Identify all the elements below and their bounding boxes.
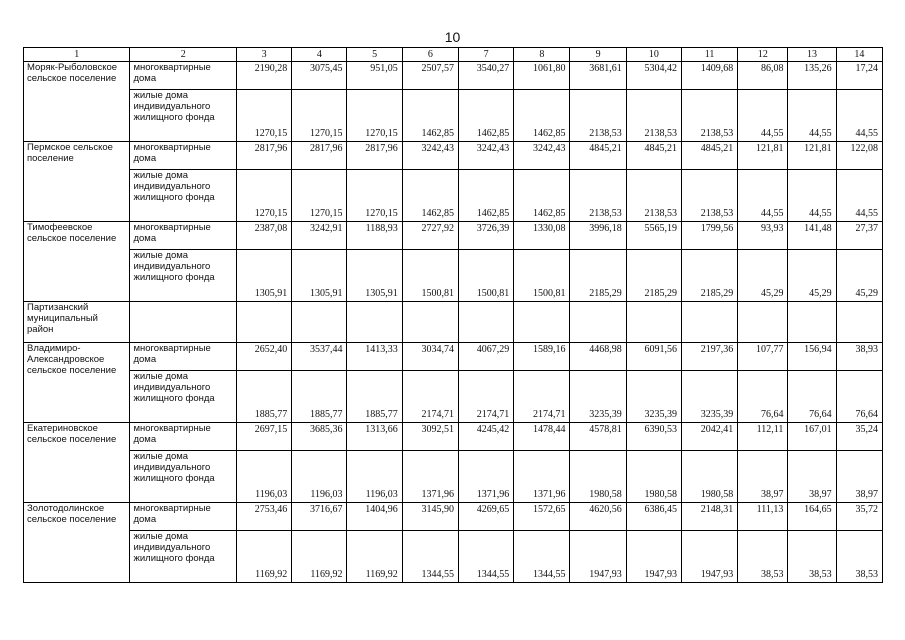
column-number: 1 [24, 48, 130, 62]
value-cell: 1462,85 [514, 90, 570, 142]
value-cell: 44,55 [836, 170, 882, 222]
value-cell: 1344,55 [514, 531, 570, 583]
value-cell: 1270,15 [292, 170, 347, 222]
empty-cell [738, 302, 788, 343]
settlement-name: Владимиро-Александровское сельское поселение [24, 343, 130, 423]
value-cell: 35,24 [836, 423, 882, 451]
value-cell: 3685,36 [292, 423, 347, 451]
value-cell: 1799,56 [681, 222, 737, 250]
value-cell: 1188,93 [347, 222, 402, 250]
settlement-name: Золотодолинское сельское поселение [24, 503, 130, 583]
value-cell: 2185,29 [570, 250, 626, 302]
value-cell: 2138,53 [626, 90, 681, 142]
empty-cell [836, 302, 882, 343]
value-cell: 1344,55 [402, 531, 458, 583]
table-row [24, 451, 883, 503]
settlement-name: Екатериновское сельское поселение [24, 423, 130, 503]
value-cell: 1885,77 [292, 371, 347, 423]
value-cell: 1462,85 [458, 170, 513, 222]
column-number: 3 [236, 48, 291, 62]
housing-type: жилые дома индивидуального жилищного фонда [130, 170, 236, 222]
value-cell: 86,08 [738, 62, 788, 90]
column-number: 8 [514, 48, 570, 62]
column-number: 6 [402, 48, 458, 62]
value-cell: 45,29 [738, 250, 788, 302]
column-number: 5 [347, 48, 402, 62]
value-cell: 3242,91 [292, 222, 347, 250]
page-number: 10 [444, 29, 461, 45]
value-cell: 44,55 [788, 90, 836, 142]
value-cell: 4245,42 [458, 423, 513, 451]
value-cell: 45,29 [788, 250, 836, 302]
value-cell: 2387,08 [236, 222, 291, 250]
table-row [24, 142, 883, 170]
value-cell: 38,53 [788, 531, 836, 583]
value-cell: 1500,81 [458, 250, 513, 302]
value-cell: 111,13 [738, 503, 788, 531]
value-cell: 1462,85 [458, 90, 513, 142]
value-cell: 45,29 [836, 250, 882, 302]
value-cell: 1305,91 [292, 250, 347, 302]
value-cell: 1980,58 [681, 451, 737, 503]
value-cell: 17,24 [836, 62, 882, 90]
settlement-name: Тимофеевское сельское поселение [24, 222, 130, 302]
value-cell: 76,64 [836, 371, 882, 423]
value-cell: 4845,21 [626, 142, 681, 170]
tariff-table [23, 47, 883, 583]
housing-type: многоквартирные дома [130, 343, 236, 371]
district-name: Партизанский муниципальный район [24, 302, 130, 343]
value-cell: 3242,43 [458, 142, 513, 170]
value-cell: 2174,71 [402, 371, 458, 423]
table-row [24, 62, 883, 90]
value-cell: 3540,27 [458, 62, 513, 90]
housing-type: жилые дома индивидуального жилищного фонда [130, 531, 236, 583]
value-cell: 93,93 [738, 222, 788, 250]
value-cell: 5304,42 [626, 62, 681, 90]
value-cell: 2185,29 [681, 250, 737, 302]
housing-type: многоквартирные дома [130, 62, 236, 90]
value-cell: 3716,67 [292, 503, 347, 531]
value-cell: 3681,61 [570, 62, 626, 90]
table-row [24, 222, 883, 250]
value-cell: 5565,19 [626, 222, 681, 250]
value-cell: 156,94 [788, 343, 836, 371]
value-cell: 3537,44 [292, 343, 347, 371]
value-cell: 4578,81 [570, 423, 626, 451]
empty-cell [130, 302, 236, 343]
value-cell: 44,55 [738, 90, 788, 142]
value-cell: 1305,91 [347, 250, 402, 302]
value-cell: 6091,56 [626, 343, 681, 371]
value-cell: 1061,80 [514, 62, 570, 90]
value-cell: 3235,39 [570, 371, 626, 423]
housing-type: жилые дома индивидуального жилищного фонда [130, 371, 236, 423]
column-number: 9 [570, 48, 626, 62]
value-cell: 38,97 [738, 451, 788, 503]
value-cell: 3726,39 [458, 222, 513, 250]
value-cell: 27,37 [836, 222, 882, 250]
empty-cell [626, 302, 681, 343]
value-cell: 1980,58 [570, 451, 626, 503]
value-cell: 2197,36 [681, 343, 737, 371]
value-cell: 1270,15 [236, 90, 291, 142]
housing-type: многоквартирные дома [130, 423, 236, 451]
housing-type: многоквартирные дома [130, 503, 236, 531]
value-cell: 1500,81 [514, 250, 570, 302]
value-cell: 38,53 [836, 531, 882, 583]
table-row [24, 423, 883, 451]
table-row [24, 170, 883, 222]
value-cell: 1589,16 [514, 343, 570, 371]
value-cell: 3996,18 [570, 222, 626, 250]
empty-cell [347, 302, 402, 343]
value-cell: 167,01 [788, 423, 836, 451]
value-cell: 6386,45 [626, 503, 681, 531]
column-number: 7 [458, 48, 513, 62]
housing-type: жилые дома индивидуального жилищного фонда [130, 90, 236, 142]
value-cell: 3242,43 [514, 142, 570, 170]
table-row [24, 371, 883, 423]
value-cell: 1413,33 [347, 343, 402, 371]
value-cell: 4845,21 [681, 142, 737, 170]
value-cell: 76,64 [788, 371, 836, 423]
value-cell: 3034,74 [402, 343, 458, 371]
value-cell: 4620,56 [570, 503, 626, 531]
value-cell: 2652,40 [236, 343, 291, 371]
value-cell: 1371,96 [458, 451, 513, 503]
value-cell: 1947,93 [681, 531, 737, 583]
value-cell: 3092,51 [402, 423, 458, 451]
housing-type: многоквартирные дома [130, 222, 236, 250]
table-row [24, 531, 883, 583]
value-cell: 1572,65 [514, 503, 570, 531]
column-number: 2 [130, 48, 236, 62]
value-cell: 135,26 [788, 62, 836, 90]
value-cell: 2817,96 [347, 142, 402, 170]
value-cell: 2138,53 [570, 170, 626, 222]
housing-type: жилые дома индивидуального жилищного фонда [130, 451, 236, 503]
empty-cell [458, 302, 513, 343]
empty-cell [788, 302, 836, 343]
value-cell: 1270,15 [347, 90, 402, 142]
column-number: 4 [292, 48, 347, 62]
value-cell: 1462,85 [402, 90, 458, 142]
value-cell: 164,65 [788, 503, 836, 531]
column-number: 13 [788, 48, 836, 62]
value-cell: 38,93 [836, 343, 882, 371]
empty-cell [681, 302, 737, 343]
value-cell: 1270,15 [347, 170, 402, 222]
value-cell: 1330,08 [514, 222, 570, 250]
table-row [24, 343, 883, 371]
value-cell: 1169,92 [236, 531, 291, 583]
value-cell: 76,64 [738, 371, 788, 423]
table-row [24, 503, 883, 531]
value-cell: 1885,77 [236, 371, 291, 423]
value-cell: 2753,46 [236, 503, 291, 531]
column-number: 11 [681, 48, 737, 62]
value-cell: 2185,29 [626, 250, 681, 302]
value-cell: 2174,71 [458, 371, 513, 423]
value-cell: 3242,43 [402, 142, 458, 170]
value-cell: 2817,96 [292, 142, 347, 170]
value-cell: 1169,92 [292, 531, 347, 583]
value-cell: 2138,53 [681, 170, 737, 222]
value-cell: 1169,92 [347, 531, 402, 583]
value-cell: 1947,93 [570, 531, 626, 583]
value-cell: 2817,96 [236, 142, 291, 170]
value-cell: 1305,91 [236, 250, 291, 302]
value-cell: 1344,55 [458, 531, 513, 583]
value-cell: 4269,65 [458, 503, 513, 531]
value-cell: 3075,45 [292, 62, 347, 90]
value-cell: 35,72 [836, 503, 882, 531]
empty-cell [514, 302, 570, 343]
value-cell: 107,77 [738, 343, 788, 371]
value-cell: 38,97 [836, 451, 882, 503]
empty-cell [236, 302, 291, 343]
value-cell: 1980,58 [626, 451, 681, 503]
value-cell: 1196,03 [236, 451, 291, 503]
value-cell: 2042,41 [681, 423, 737, 451]
value-cell: 3145,90 [402, 503, 458, 531]
column-number: 10 [626, 48, 681, 62]
value-cell: 3235,39 [626, 371, 681, 423]
value-cell: 3235,39 [681, 371, 737, 423]
value-cell: 1371,96 [402, 451, 458, 503]
value-cell: 1947,93 [626, 531, 681, 583]
value-cell: 1196,03 [292, 451, 347, 503]
value-cell: 1270,15 [292, 90, 347, 142]
housing-type: многоквартирные дома [130, 142, 236, 170]
value-cell: 112,11 [738, 423, 788, 451]
value-cell: 1371,96 [514, 451, 570, 503]
value-cell: 1313,66 [347, 423, 402, 451]
housing-type: жилые дома индивидуального жилищного фонда [130, 250, 236, 302]
value-cell: 38,97 [788, 451, 836, 503]
value-cell: 2148,31 [681, 503, 737, 531]
value-cell: 2138,53 [681, 90, 737, 142]
value-cell: 1270,15 [236, 170, 291, 222]
value-cell: 1462,85 [402, 170, 458, 222]
column-number: 14 [836, 48, 882, 62]
value-cell: 38,53 [738, 531, 788, 583]
value-cell: 2697,15 [236, 423, 291, 451]
table-row [24, 250, 883, 302]
value-cell: 1196,03 [347, 451, 402, 503]
value-cell: 2138,53 [626, 170, 681, 222]
value-cell: 121,81 [738, 142, 788, 170]
value-cell: 4468,98 [570, 343, 626, 371]
district-row [24, 302, 883, 343]
value-cell: 6390,53 [626, 423, 681, 451]
value-cell: 1885,77 [347, 371, 402, 423]
value-cell: 44,55 [738, 170, 788, 222]
empty-cell [292, 302, 347, 343]
value-cell: 2190,28 [236, 62, 291, 90]
empty-cell [402, 302, 458, 343]
value-cell: 121,81 [788, 142, 836, 170]
value-cell: 44,55 [788, 170, 836, 222]
value-cell: 4067,29 [458, 343, 513, 371]
table-row [24, 90, 883, 142]
value-cell: 2727,92 [402, 222, 458, 250]
settlement-name: Пермское сельское поселение [24, 142, 130, 222]
value-cell: 4845,21 [570, 142, 626, 170]
column-number-header [24, 48, 883, 62]
value-cell: 2507,57 [402, 62, 458, 90]
value-cell: 1404,96 [347, 503, 402, 531]
value-cell: 122,08 [836, 142, 882, 170]
value-cell: 44,55 [836, 90, 882, 142]
value-cell: 1409,68 [681, 62, 737, 90]
value-cell: 141,48 [788, 222, 836, 250]
value-cell: 1500,81 [402, 250, 458, 302]
value-cell: 2174,71 [514, 371, 570, 423]
value-cell: 1462,85 [514, 170, 570, 222]
empty-cell [570, 302, 626, 343]
value-cell: 2138,53 [570, 90, 626, 142]
column-number: 12 [738, 48, 788, 62]
value-cell: 1478,44 [514, 423, 570, 451]
value-cell: 951,05 [347, 62, 402, 90]
settlement-name: Моряк-Рыболовское сельское поселение [24, 62, 130, 142]
